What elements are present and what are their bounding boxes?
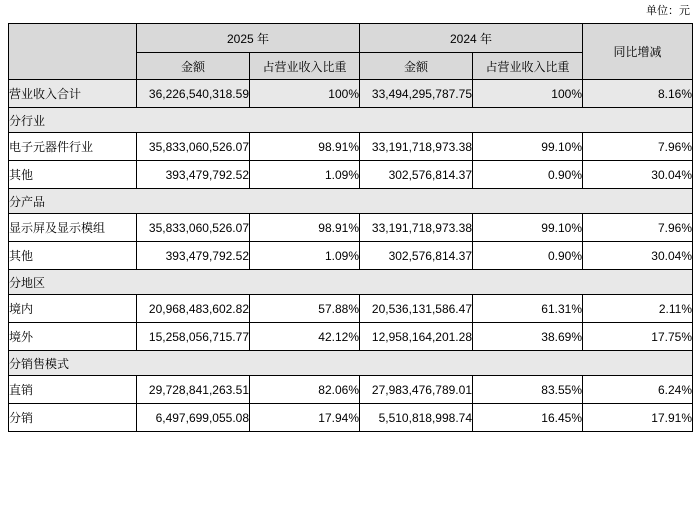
row-label: 直销 — [9, 376, 137, 404]
row-label: 境外 — [9, 323, 137, 351]
table-row — [9, 161, 693, 189]
header-ratio-2024: 占营业收入比重 — [473, 53, 583, 80]
cell-ratio-2025: 57.88% — [250, 295, 360, 323]
cell-amount-2024: 20,536,131,586.47 — [360, 295, 473, 323]
table-body — [9, 80, 693, 432]
cell-yoy: 30.04% — [583, 242, 693, 270]
cell-ratio-2024: 16.45% — [473, 404, 583, 432]
cell-amount-2024: 33,494,295,787.75 — [360, 80, 473, 108]
revenue-breakdown-table — [8, 23, 693, 432]
header-amount-2024: 金额 — [360, 53, 473, 80]
cell-yoy: 2.11% — [583, 295, 693, 323]
cell-amount-2025: 35,833,060,526.07 — [137, 133, 250, 161]
table-row — [9, 376, 693, 404]
cell-amount-2025: 393,479,792.52 — [137, 242, 250, 270]
table-header — [9, 24, 693, 80]
cell-ratio-2024: 99.10% — [473, 214, 583, 242]
cell-ratio-2025: 98.91% — [250, 214, 360, 242]
table-row — [9, 242, 693, 270]
table-row — [9, 133, 693, 161]
cell-ratio-2024: 100% — [473, 80, 583, 108]
cell-amount-2025: 20,968,483,602.82 — [137, 295, 250, 323]
row-label: 其他 — [9, 242, 137, 270]
table-section-row — [9, 270, 693, 295]
row-label: 营业收入合计 — [9, 80, 137, 108]
cell-ratio-2025: 82.06% — [250, 376, 360, 404]
table-section-row — [9, 108, 693, 133]
row-label: 分销 — [9, 404, 137, 432]
table-row — [9, 80, 693, 108]
row-label: 境内 — [9, 295, 137, 323]
header-yoy: 同比增减 — [583, 24, 693, 80]
cell-amount-2025: 36,226,540,318.59 — [137, 80, 250, 108]
cell-amount-2025: 6,497,699,055.08 — [137, 404, 250, 432]
table-row — [9, 295, 693, 323]
cell-ratio-2024: 0.90% — [473, 161, 583, 189]
table-row — [9, 214, 693, 242]
unit-note: 单位：元 — [646, 5, 690, 17]
cell-yoy: 17.91% — [583, 404, 693, 432]
cell-ratio-2024: 61.31% — [473, 295, 583, 323]
cell-amount-2025: 29,728,841,263.51 — [137, 376, 250, 404]
section-label: 分行业 — [9, 108, 693, 133]
cell-ratio-2025: 17.94% — [250, 404, 360, 432]
cell-amount-2024: 302,576,814.37 — [360, 161, 473, 189]
row-label: 显示屏及显示模组 — [9, 214, 137, 242]
cell-ratio-2024: 99.10% — [473, 133, 583, 161]
cell-yoy: 17.75% — [583, 323, 693, 351]
cell-ratio-2025: 100% — [250, 80, 360, 108]
cell-amount-2024: 33,191,718,973.38 — [360, 214, 473, 242]
cell-ratio-2025: 98.91% — [250, 133, 360, 161]
header-group-2025: 2025 年 — [137, 24, 360, 53]
cell-amount-2024: 5,510,818,998.74 — [360, 404, 473, 432]
cell-ratio-2025: 42.12% — [250, 323, 360, 351]
row-label: 电子元器件行业 — [9, 133, 137, 161]
cell-yoy: 8.16% — [583, 80, 693, 108]
section-label: 分产品 — [9, 189, 693, 214]
section-label: 分销售模式 — [9, 351, 693, 376]
table-row — [9, 404, 693, 432]
section-label: 分地区 — [9, 270, 693, 295]
cell-amount-2024: 33,191,718,973.38 — [360, 133, 473, 161]
table-row — [9, 323, 693, 351]
header-corner-blank — [9, 24, 137, 80]
cell-amount-2024: 27,983,476,789.01 — [360, 376, 473, 404]
cell-yoy: 6.24% — [583, 376, 693, 404]
table-section-row — [9, 189, 693, 214]
table-section-row — [9, 351, 693, 376]
row-label: 其他 — [9, 161, 137, 189]
cell-yoy: 7.96% — [583, 214, 693, 242]
cell-ratio-2025: 1.09% — [250, 161, 360, 189]
table-header-row-1 — [9, 24, 693, 53]
cell-yoy: 30.04% — [583, 161, 693, 189]
header-amount-2025: 金额 — [137, 53, 250, 80]
cell-amount-2024: 302,576,814.37 — [360, 242, 473, 270]
cell-amount-2025: 35,833,060,526.07 — [137, 214, 250, 242]
cell-amount-2025: 393,479,792.52 — [137, 161, 250, 189]
header-group-2024: 2024 年 — [360, 24, 583, 53]
cell-yoy: 7.96% — [583, 133, 693, 161]
cell-amount-2025: 15,258,056,715.77 — [137, 323, 250, 351]
cell-ratio-2024: 38.69% — [473, 323, 583, 351]
cell-amount-2024: 12,958,164,201.28 — [360, 323, 473, 351]
header-ratio-2025: 占营业收入比重 — [250, 53, 360, 80]
cell-ratio-2025: 1.09% — [250, 242, 360, 270]
cell-ratio-2024: 0.90% — [473, 242, 583, 270]
cell-ratio-2024: 83.55% — [473, 376, 583, 404]
